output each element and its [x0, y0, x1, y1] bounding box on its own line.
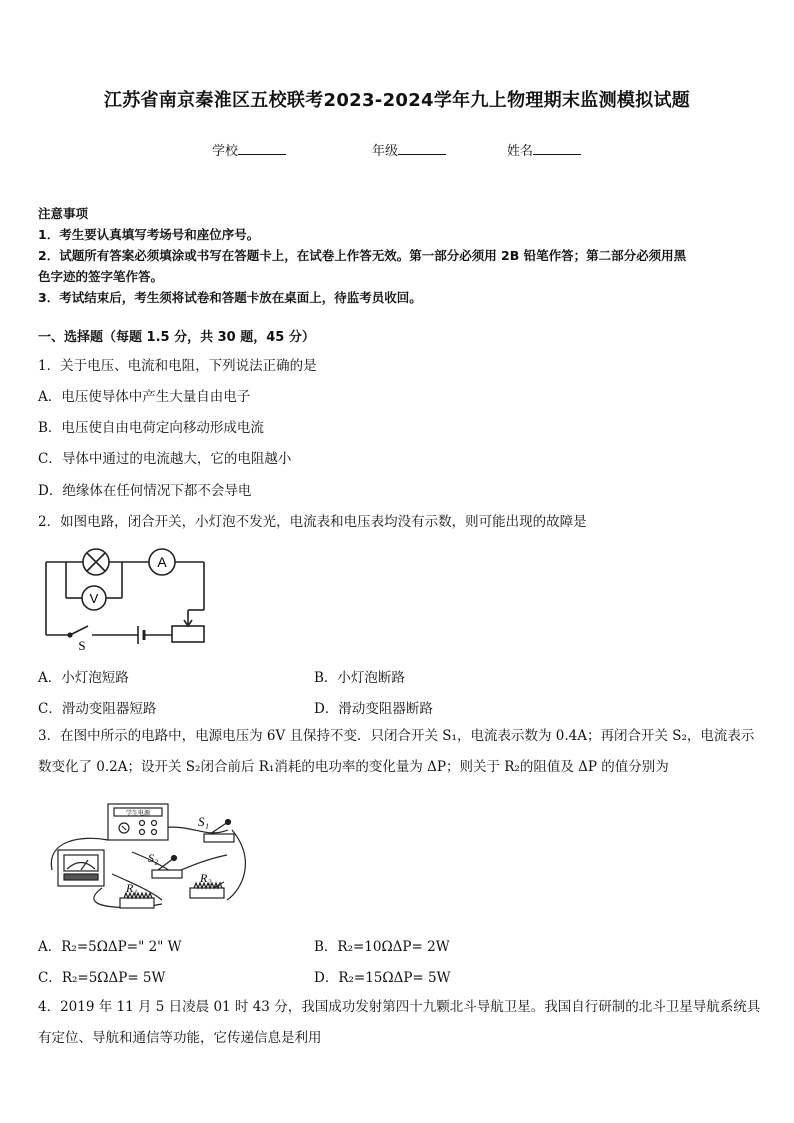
notice-item: 2．试题所有答案必须填涂或书写在答题卡上，在试卷上作答无效。第一部分必须用 2B 铅笔作答；第二部分必须用黑	[38, 248, 687, 263]
notice-item: 1．考生要认真填写考场号和座位序号。	[38, 227, 260, 242]
q2-option-d[interactable]: D．滑动变阻器断路	[314, 701, 433, 717]
q2-circuit-diagram	[38, 540, 218, 652]
s1-label: S₁	[198, 814, 210, 829]
q2-option-a[interactable]: A．小灯泡短路	[38, 670, 129, 686]
q4-stem-line: 有定位、导航和通信等功能，它传递信息是利用	[38, 1030, 322, 1046]
voltmeter-label: V	[89, 591, 99, 606]
q3-physical-circuit-diagram	[42, 800, 254, 918]
source-label: 学生电源	[125, 810, 151, 817]
page-title: 江苏省南京秦淮区五校联考2023-2024学年九上物理期末监测模拟试题	[103, 90, 691, 111]
q3-option-d[interactable]: D．R₂=15ΩΔP= 5W	[314, 970, 451, 986]
q3-stem-line: 数变化了 0.2A；设开关 S₂闭合前后 R₁消耗的电功率的变化量为 ΔP；则关于 R₂的阻值及 ΔP 的值分别为	[38, 759, 669, 775]
name-label: 姓名	[507, 144, 534, 159]
grade-label: 年级	[372, 144, 399, 159]
section-title: 一、选择题（每题 1.5 分，共 30 题，45 分）	[38, 330, 315, 345]
notice-block	[38, 203, 758, 308]
q3-stem	[38, 721, 758, 783]
s2-label: S₂	[148, 851, 159, 865]
switch-label: S	[78, 638, 86, 652]
school-label: 学校	[212, 144, 239, 159]
q4-stem	[38, 992, 761, 1054]
q2-option-c[interactable]: C．滑动变阻器短路	[38, 701, 157, 717]
q1-option-a[interactable]: A．电压使导体中产生大量自由电子	[38, 389, 251, 405]
notice-heading: 注意事项	[38, 206, 89, 221]
r2-label: R₂	[200, 871, 212, 885]
notice-item: 3．考试结束后，考生须将试卷和答题卡放在桌面上，待监考员收回。	[38, 290, 422, 305]
q3-option-c[interactable]: C．R₂=5ΩΔP= 5W	[38, 970, 166, 986]
q3-option-a[interactable]: A．R₂=5ΩΔP=" 2" W	[38, 939, 182, 955]
q1-option-c[interactable]: C．导体中通过的电流越大，它的电阻越小	[38, 451, 292, 467]
q1-option-d[interactable]: D．绝缘体在任何情况下都不会导电	[38, 483, 252, 499]
q2-stem: 2．如图电路，闭合开关，小灯泡不发光，电流表和电压表均没有示数，则可能出现的故障是	[38, 514, 587, 530]
notice-item: 色字迹的签字笔作答。	[38, 269, 164, 284]
name-field[interactable]	[507, 140, 581, 159]
grade-field[interactable]	[372, 140, 446, 159]
q2-option-b[interactable]: B．小灯泡断路	[314, 670, 405, 686]
q4-stem-line: 4．2019 年 11 月 5 日凌晨 01 时 43 分，我国成功发射第四十九颗北斗导航卫星。我国自行研制的北斗卫星导航系统具	[38, 999, 761, 1015]
school-field[interactable]	[212, 140, 286, 159]
q1-stem: 1．关于电压、电流和电阻，下列说法正确的是	[38, 358, 317, 374]
r1-label: R₁	[126, 881, 138, 895]
ammeter-label: A	[157, 554, 167, 570]
q3-stem-line: 3．在图中所示的电路中，电源电压为 6V 且保持不变．只闭合开关 S₁，电流表示数为 0.4A；再闭合开关 S₂，电流表示	[38, 728, 755, 744]
q1-option-b[interactable]: B．电压使自由电荷定向移动形成电流	[38, 420, 264, 436]
q3-option-b[interactable]: B．R₂=10ΩΔP= 2W	[314, 939, 450, 955]
